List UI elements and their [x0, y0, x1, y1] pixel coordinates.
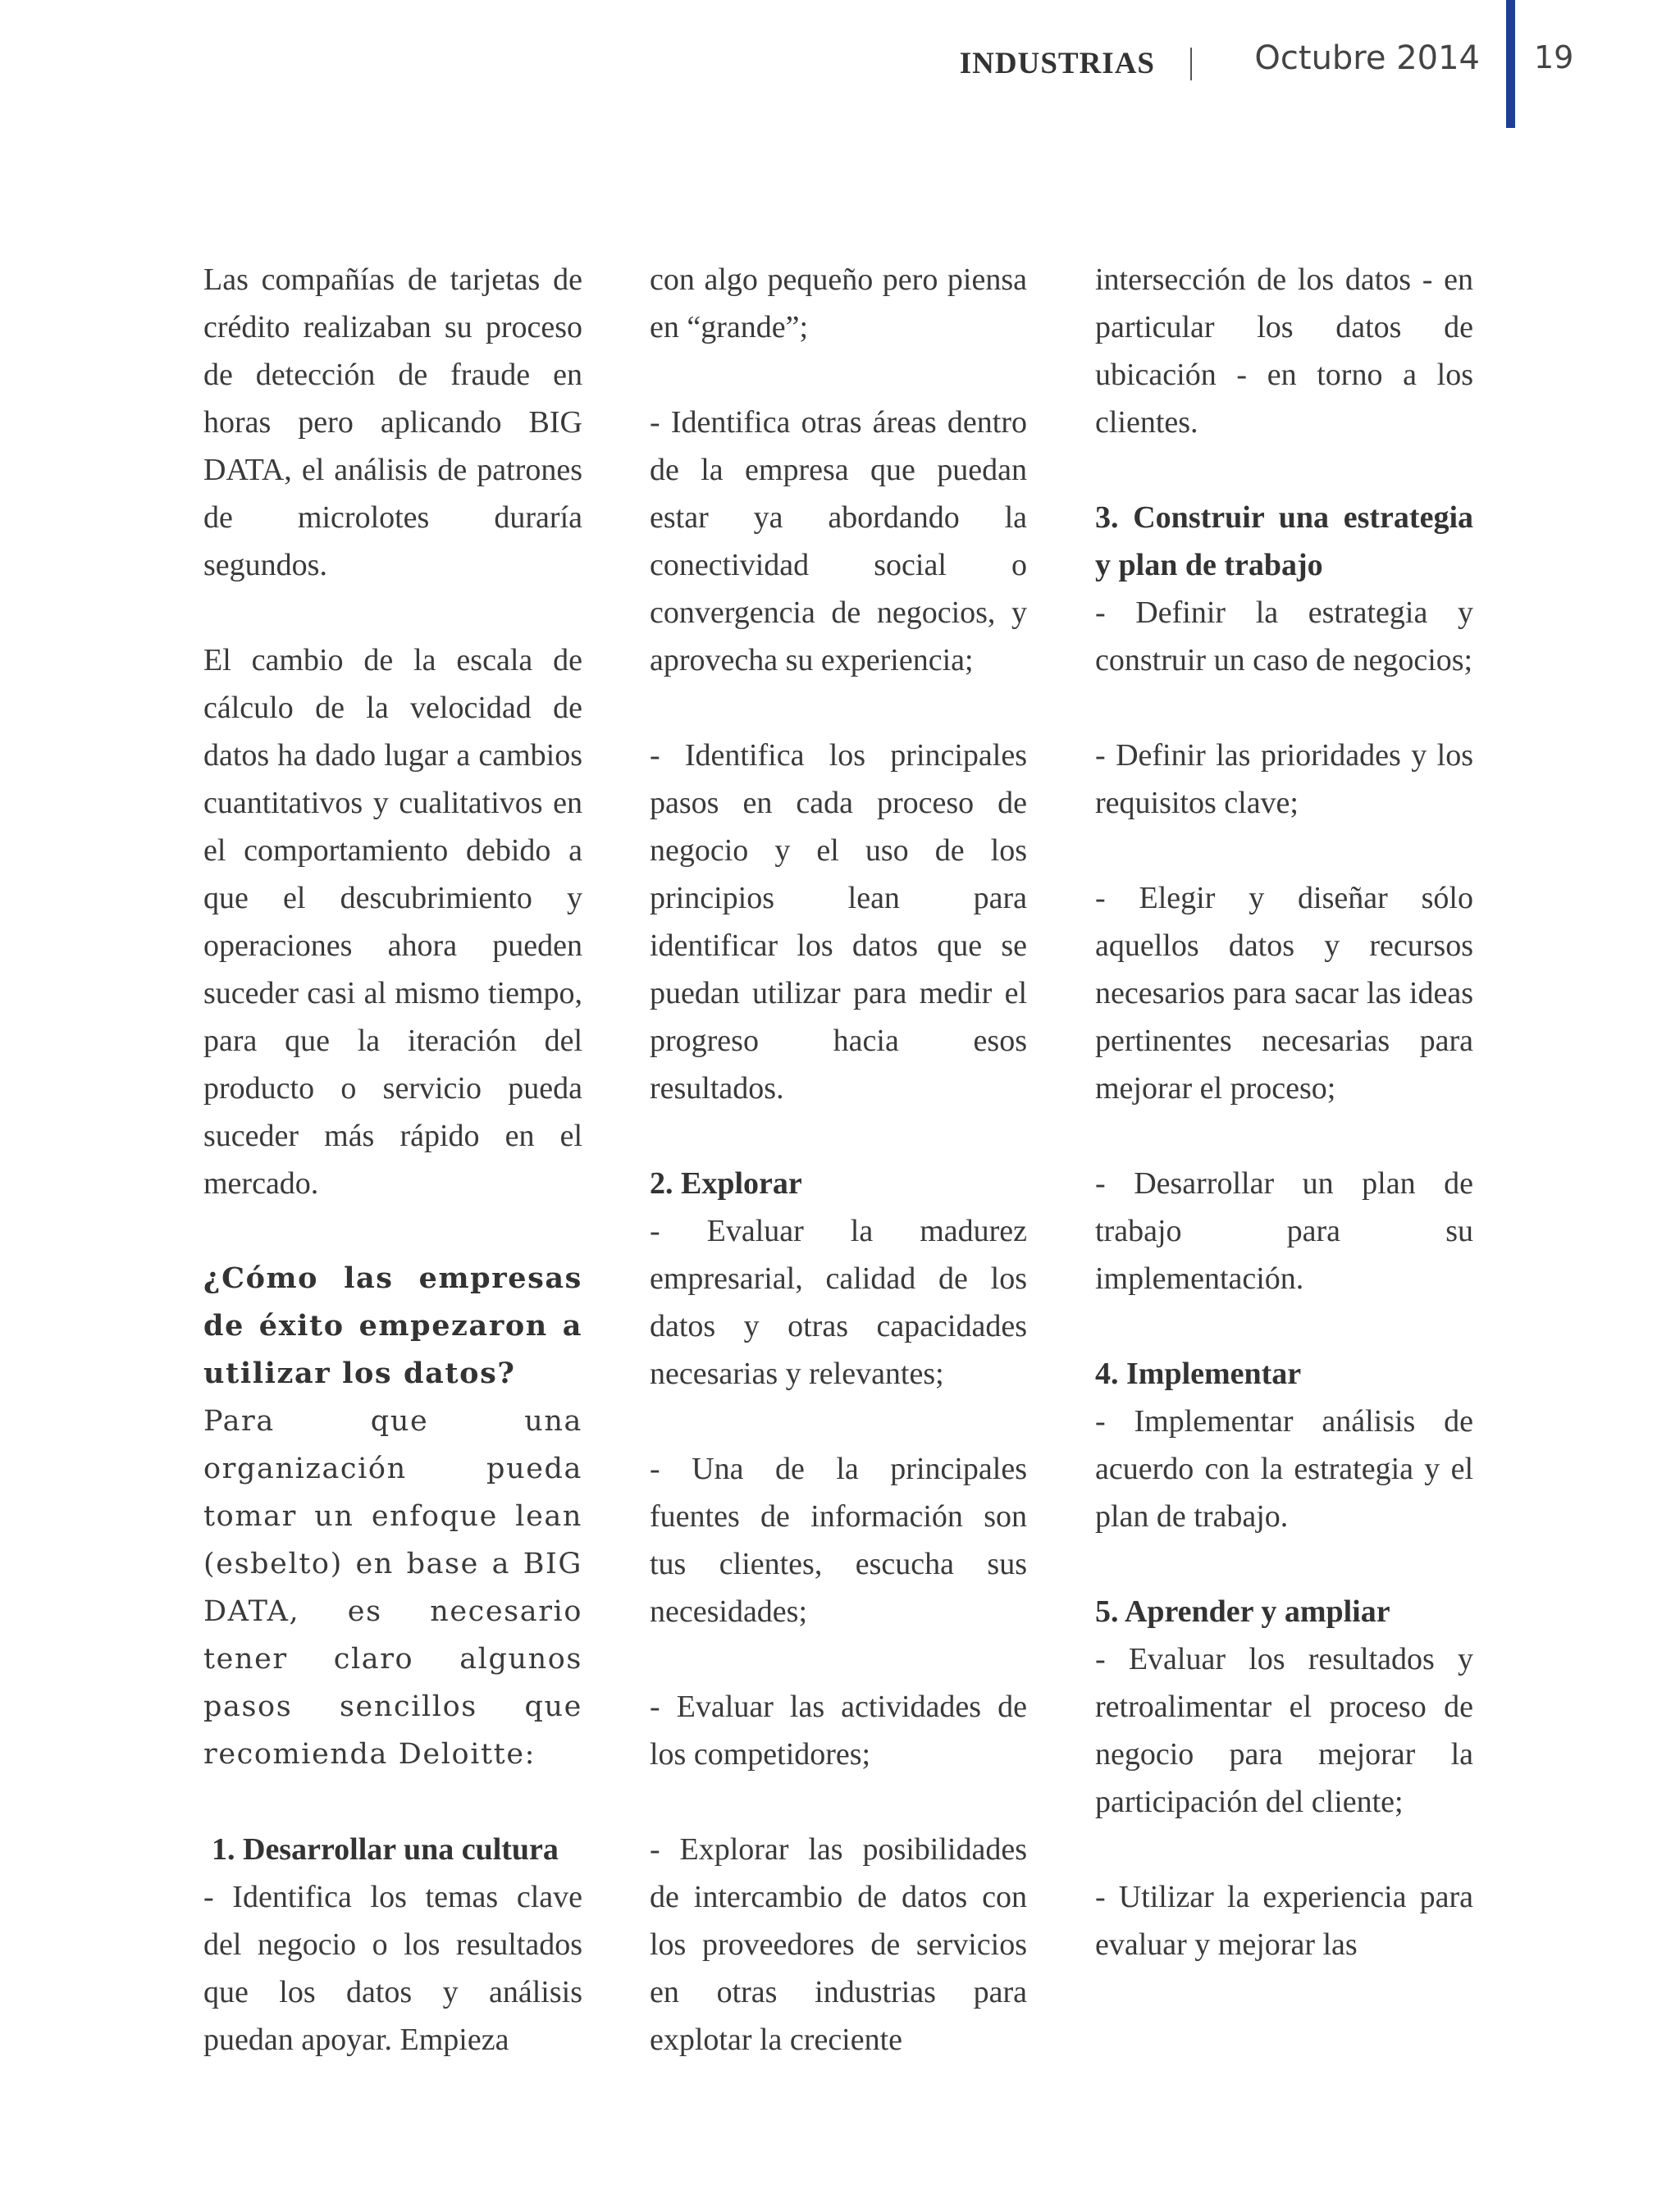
column-2 — [650, 256, 1027, 2064]
page-header — [0, 36, 1680, 102]
paragraph: - Desarrollar un plan de trabajo para su implementación. — [1095, 1166, 1473, 1296]
column-1 — [203, 256, 582, 2064]
section-title: INDUSTRIAS — [959, 47, 1155, 80]
paragraph: - Identifica los principales pasos en cada proceso de negocio y el uso de los principios lean para identificar los datos que se puedan utilizar para medir el progreso hacia esos resultados. — [650, 738, 1027, 1106]
paragraph: - Evaluar las actividades de los competidores; — [650, 1690, 1027, 1772]
issue-date: Octubre 2014 — [1254, 39, 1480, 77]
paragraph: - Una de la principales fuentes de información son tus clientes, escucha sus necesidades; — [650, 1452, 1027, 1629]
paragraph: - Utilizar la experiencia para evaluar y mejorar las — [1095, 1880, 1473, 1962]
heading-4: 4. Implementar — [1095, 1357, 1302, 1391]
paragraph: - Definir la estrategia y construir un caso de negocios; — [1095, 595, 1473, 677]
heading-2: 2. Explorar — [650, 1166, 802, 1201]
heading-5: 5. Aprender y ampliar — [1095, 1594, 1390, 1629]
column-3 — [1095, 256, 1473, 1968]
paragraph: - Evaluar los resultados y retroalimentar el proceso de negocio para mejorar la participación del cliente; — [1095, 1642, 1473, 1819]
page-number: 19 — [1534, 39, 1574, 75]
paragraph: - Implementar análisis de acuerdo con la estrategia y el plan de trabajo. — [1095, 1404, 1473, 1534]
paragraph: con algo pequeño pero piensa en “grande”; — [650, 262, 1027, 344]
section-question: ¿Cómo las empresas de éxito empezaron a utilizar los datos? — [203, 1261, 582, 1390]
paragraph: - Definir las prioridades y los requisitos clave; — [1095, 738, 1473, 820]
header-divider — [1190, 48, 1192, 80]
paragraph: Las compañías de tarjetas de crédito realizaban su proceso de detección de fraude en horas pero aplicando BIG DATA, el análisis de patrones de microlotes duraría segundos. — [203, 262, 582, 582]
paragraph: El cambio de la escala de cálculo de la velocidad de datos ha dado lugar a cambios cuantitativos y cualitativos en el comportamiento debido a que el descubrimiento y operaciones ahora pueden suceder casi al mismo tiempo, para que la iteración del producto o servicio pueda suceder más rápido en el mercado. — [203, 643, 582, 1201]
paragraph: - Elegir y diseñar sólo aquellos datos y recursos necesarios para sacar las ideas pertinentes necesarias para mejorar el proceso; — [1095, 881, 1473, 1106]
paragraph: - Evaluar la madurez empresarial, calidad de los datos y otras capacidades necesarias y relevantes; — [650, 1214, 1027, 1391]
heading-3: 3. Construir una estrategia y plan de trabajo — [1095, 500, 1473, 582]
paragraph: intersección de los datos - en particular los datos de ubicación - en torno a los clientes. — [1095, 262, 1473, 440]
paragraph: - Identifica los temas clave del negocio o los resultados que los datos y análisis puedan apoyar. Empieza — [203, 1880, 582, 2057]
paragraph: Para que una organización pueda tomar un enfoque lean (esbelto) en base a BIG DATA, es necesario tener claro algunos pasos sencillos que recomienda Deloitte: — [203, 1405, 582, 1771]
paragraph: - Explorar las posibilidades de intercambio de datos con los proveedores de servicios en otras industrias para explotar la creciente — [650, 1832, 1027, 2057]
heading-1: 1. Desarrollar una cultura — [212, 1832, 559, 1867]
accent-bar — [1506, 0, 1515, 128]
paragraph: - Identifica otras áreas dentro de la empresa que puedan estar ya abordando la conectividad social o convergencia de negocios, y aprovecha su experiencia; — [650, 405, 1027, 677]
